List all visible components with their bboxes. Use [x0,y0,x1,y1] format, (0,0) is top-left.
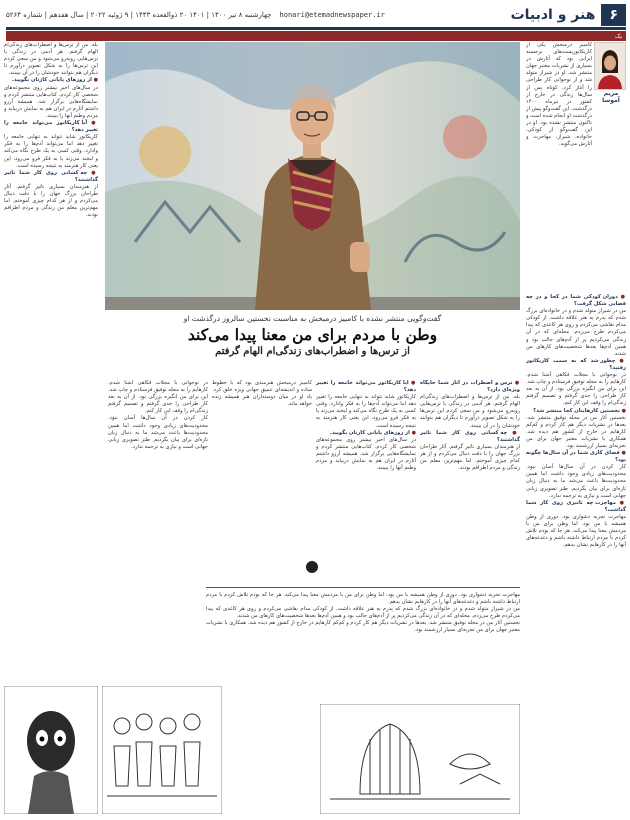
answer-4: کار کردن در آن سال‌ها آسان نبود. محدودیت‌های زیادی وجود داشت اما همین محدودیت‌ها باعث می‌شد ما به دنبال زبان تازه‌ای برای بیان بگردیم. طنز تصویری زبانی جهانی است و نیازی به ترجمه ندارد. [526,464,626,499]
article-subhead: از ترس‌ها و اضطراب‌های زندگی‌ام الهام گرفتم [215,346,410,357]
answer-2-continued: در نوجوانی با مجلات فکاهی آشنا شدم. کارهایم را به مجله توفیق فرستادم و چاپ شد. این برای من انگیزه بزرگی بود. از آن به بعد کار طراحی را جدی گرفتم و تصمیم گرفتم زندگی‌ام را وقف این کار کنم. [108,380,208,415]
section-email[interactable]: honari@etemadnewspaper.ir [279,11,385,19]
cartoon-birdcage [320,704,520,814]
section-tag [511,4,626,26]
left-answer-9: در سال‌های اخیر بیشتر روی مجموعه‌های شخصی کار کردم. کتاب‌هایی منتشر کردم و نمایشگاه‌هایی برگزار شد. همیشه آرزو داشتم آثارم در ایران هم به نمایش دربیاید و مردم وطنم آنها را ببینند. [4,84,98,119]
question-6: ● ترس و اضطراب در آثار شما جایگاه ویژه‌ای دارد؟ [420,380,520,394]
answer-6: بله. من از ترس‌ها و اضطراب‌های زندگی‌ام الهام گرفتم. هر آدمی در زندگی با ترس‌هایی روبه‌رو می‌شود و من سعی کردم این ترس‌ها را به شکل تصویر درآورم تا دیگران هم بتوانند خودشان را در آن ببینند. [420,394,520,429]
article-kicker: گفت‌وگویی منتشر نشده با کامبیز درمبخش به مناسبت نخستین سالروز درگذشت او [183,314,442,323]
sub-label: یک [614,32,622,40]
left-answer-7: از هنرمندان بسیاری تاثیر گرفتم. آثار طراحان بزرگ جهان را با دقت دنبال می‌کردم و از هر کدام چیزی آموختم. اما مهم‌ترین معلم من زندگی و مردم اطرافم بودند. [4,183,98,219]
boxed-answer-3: نخستین آثار من در مجله توفیق منتشر شد. بعدها در نشریات دیگر هم کار کردم و کم‌کم کارهایم در خارج از کشور هم دیده شد. همکاری با نشریات معتبر جهان برای من تجربه‌ای بسیار ارزشمند بود. [206,620,520,634]
left-answer-8: کاریکاتور شاید نتواند به تنهایی جامعه را تغییر دهد اما می‌تواند آدم‌ها را به فکر وادارد. وقتی کسی به یک طرح نگاه می‌کند و لبخند می‌زند یا به فکر فرو می‌رود، این یعنی کار هنرمند به نتیجه رسیده است. [4,134,98,169]
page-number: ۶ [601,4,626,26]
closing-paragraph: کامبیز درمبخش هنرمندی بود که با خطوط ساده و اندیشه‌ای عمیق جهانی ویژه خلق کرد. یاد او در میان دوستداران هنر همیشه زنده خواهد ماند. [212,380,312,408]
header-subbar [6,31,626,41]
headline-block [105,312,520,357]
section-name: هنر و ادبیات [510,7,596,23]
article-grid [4,42,626,814]
answer-1: من در شیراز متولد شدم و در خانواده‌ای بزرگ شدم که پدرم به هنر علاقه داشت. از کودکی مدام نقاشی می‌کردم و روی هر کاغذی که پیدا می‌کردم طرح می‌زدم. محله‌ای که در آن زندگی می‌کردیم پر از آدم‌های جالب بود و همین آدم‌ها بعدها شخصیت‌های کارهای من شدند. [526,308,626,357]
answer-5: مهاجرت تجربه دشواری بود. دوری از وطن همیشه با من بود. اما وطن برای من با مردمش معنا پیدا می‌کند. هر جا که بودم تلاش کردم با مردم ارتباط داشته باشم و دغدغه‌های آنها را در کارهایم نشان بدهم. [526,513,626,549]
question-8: ● آیا کاریکاتور می‌تواند جامعه را تغییر دهد؟ [316,380,416,394]
left-question-7: ● چه کسانی روی کار شما تاثیر گذاشتند؟ [4,170,98,184]
question-9: ● از روزهای پایانی کارتان بگویید. [316,430,416,437]
answer-3: نخستین آثار من در مجله توفیق منتشر شد. بعدها در نشریات دیگر هم کار کردم و کم‌کم کارهایم در خارج از کشور هم دیده شد. همکاری با نشریات معتبر جهان برای من تجربه‌ای بسیار ارزشمند بود. [526,414,626,449]
boxed-interview-section [206,587,520,712]
section-ornament-icon [302,560,322,574]
boxed-answer-5: مهاجرت تجربه دشواری بود. دوری از وطن همیشه با من بود. اما وطن برای من با مردمش معنا پیدا می‌کند. هر جا که بودم تلاش کردم با مردم ارتباط داشته باشم و دغدغه‌های آنها را در کارهایم نشان بدهم. [206,592,520,606]
date-line: چهارشنبه ۸ تیر ۱۴۰۰ | ۱۴۰۱ ۲۰ ذوالقعده ۱۴۴۳ | ۹ ژوئیه ۲۰۲۲ | سال هفدهم | شماره ۵۲۶۴ [6,11,272,19]
hero-photo [105,42,520,310]
body-column-4 [108,380,208,580]
question-4: ● فضای کاری شما در آن سال‌ها چگونه بود؟ [526,450,626,464]
left-question-8: ● آیا کاریکاتور می‌تواند جامعه را تغییر دهد؟ [4,120,98,134]
cartoon-crowd-icon [102,686,222,814]
question-7: ● چه کسانی روی کار شما تاثیر گذاشتند؟ [420,430,520,444]
intro-text: کامبیز درمبخش یکی از کاریکاتوریست‌های برجسته ایرانی بود که آثارش در بسیاری از نشریات معتبر جهان منتشر شد. او در شیراز متولد شد و از نوجوانی کار طراحی را آغاز کرد. کوتاه پس از سال‌ها زندگی در خارج از کشور در تیرماه ۱۴۰۰ درگذشت. این گفت‌وگو پیش از درگذشت او انجام شده است و تاکنون منتشر نشده بود. او در این گفت‌وگو از کودکی، خانواده، شیراز، مهاجرت و آثارش می‌گوید. [526,42,592,148]
portrait-photo-icon [105,42,520,310]
article-headline: وطن با مردم برای من معنا پیدا می‌کند [187,325,438,344]
body-column-3 [212,380,312,580]
author-photo [594,42,626,90]
cartoon-portrait [4,686,98,814]
author-portrait-icon [595,43,625,89]
question-1: ● دوران کودکی شما در کجا و در چه فضایی شکل گرفت؟ [526,294,626,308]
header-rule [6,27,626,30]
cartoon-crowd [102,686,222,814]
right-column [526,42,626,814]
author-name: مریم آموسا [602,90,620,104]
answer-4-continued: کار کردن در آن سال‌ها آسان نبود. محدودیت‌های زیادی وجود داشت اما همین محدودیت‌ها باعث می‌شد ما به دنبال زبان تازه‌ای برای بیان بگردیم. طنز تصویری زبانی جهانی است و نیازی به ترجمه ندارد. [108,415,208,450]
header-meta-group [6,11,385,19]
page-header [6,4,626,26]
answer-9: در سال‌های اخیر بیشتر روی مجموعه‌های شخصی کار کردم. کتاب‌هایی منتشر کردم و نمایشگاه‌هایی برگزار شد. همیشه آرزو داشتم آثارم در ایران هم به نمایش دربیاید و مردم وطنم آنها را ببینند. [316,436,416,472]
left-answer-6: بله. من از ترس‌ها و اضطراب‌های زندگی‌ام الهام گرفتم. هر آدمی در زندگی با ترس‌هایی روبه‌رو می‌شود و من سعی کردم این ترس‌ها را به شکل تصویر درآورم تا دیگران هم بتوانند خودشان را در آن ببینند. [4,42,98,77]
left-question-9: ● از روزهای پایانی کارتان بگویید. [4,77,98,84]
right-qa-block [526,294,626,814]
question-2: ● چطور شد که به سمت کاریکاتور رفتید؟ [526,358,626,372]
answer-7: از هنرمندان بسیاری تاثیر گرفتم. آثار طراحان بزرگ جهان را با دقت دنبال می‌کردم و از هر کدام چیزی آموختم. اما مهم‌ترین معلم من زندگی و مردم اطرافم بودند. [420,443,520,472]
left-column [4,42,98,682]
cartoon-portrait-icon [4,686,98,814]
body-column-1 [420,380,520,580]
question-5: ● مهاجرت چه تاثیری روی کار شما گذاشت؟ [526,500,626,514]
question-3: ● نخستین کارهایتان کجا منتشر شد؟ [526,408,626,415]
boxed-answer-1: من در شیراز متولد شدم و در خانواده‌ای بزرگ شدم که پدرم به هنر علاقه داشت. از کودکی مدام نقاشی می‌کردم و روی هر کاغذی که پیدا می‌کردم طرح می‌زدم. محله‌ای که در آن زندگی می‌کردیم پر از آدم‌های جالب بود و همین آدم‌ها بعدها شخصیت‌های کارهای من شدند. [206,606,520,620]
body-column-2 [316,380,416,580]
cartoon-birdcage-icon [320,704,520,814]
answer-2: در نوجوانی با مجلات فکاهی آشنا شدم. کارهایم را به مجله توفیق فرستادم و چاپ شد. این برای من انگیزه بزرگی بود. از آن به بعد کار طراحی را جدی گرفتم و تصمیم گرفتم زندگی‌ام را وقف این کار کنم. [526,372,626,407]
answer-8: کاریکاتور شاید نتواند به تنهایی جامعه را تغییر دهد اما می‌تواند آدم‌ها را به فکر وادارد. وقتی کسی به یک طرح نگاه می‌کند و لبخند می‌زند یا به فکر فرو می‌رود، این یعنی کار هنرمند به نتیجه رسیده است. [316,394,416,429]
